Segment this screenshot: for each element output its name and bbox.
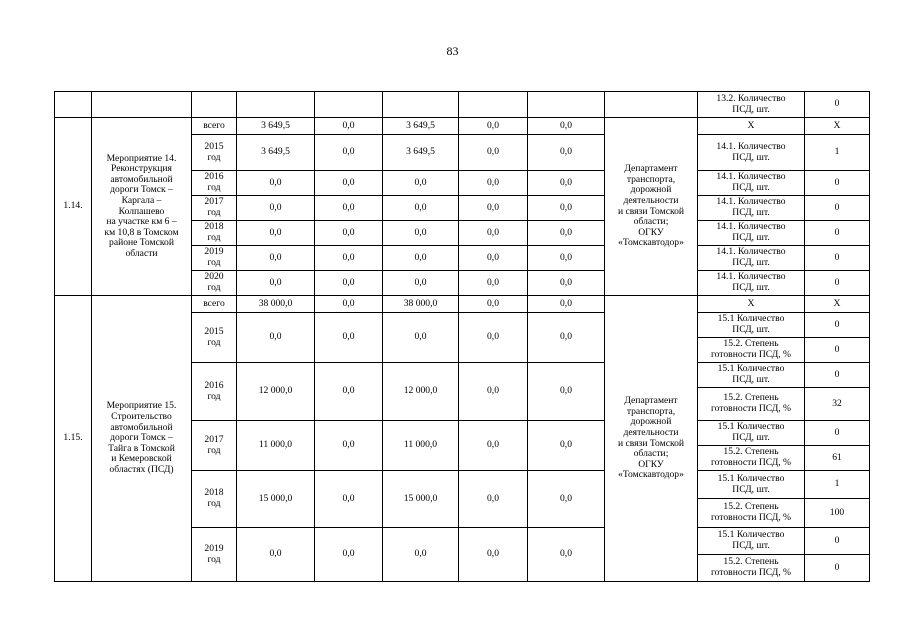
year-cell: 2019 год [192,246,237,271]
total-cell: 3 649,5 [237,135,315,171]
measure-number: 1.15. [55,296,92,582]
year-cell: 2015 год [192,135,237,171]
indicator-name: 14.1. Количество ПСД, шт. [698,135,805,171]
table-row [55,296,870,313]
value-cell: 0,0 [459,221,528,246]
cell-empty [237,92,315,118]
cell-empty [528,92,605,118]
indicator-name: 15.1 Количество ПСД, шт. [698,421,805,446]
indicator-value: 32 [805,388,870,421]
indicator-value: 0 [805,246,870,271]
table-row [55,92,870,118]
indicator-value: 0 [805,363,870,388]
indicator-name: 15.2. Степень готовности ПСД, % [698,338,805,363]
cell-empty [55,92,92,118]
value-cell: 0,0 [528,296,605,313]
total-cell: 12 000,0 [237,363,315,421]
value-cell: 0,0 [315,135,383,171]
year-cell: 2017 год [192,421,237,471]
year-cell: 2017 год [192,196,237,221]
value-cell: 12 000,0 [383,363,459,421]
indicator-value: 1 [805,135,870,171]
value-cell: 0,0 [528,363,605,421]
value-cell: 0,0 [459,171,528,196]
total-cell: 38 000,0 [237,296,315,313]
year-cell: 2016 год [192,363,237,421]
indicator-value: 100 [805,499,870,528]
indicator-name: 15.2. Степень готовности ПСД, % [698,499,805,528]
value-cell: 0,0 [383,196,459,221]
value-cell: 0,0 [528,246,605,271]
page-number: 83 [446,44,459,58]
year-cell: 2018 год [192,471,237,528]
cell-empty [459,92,528,118]
value-cell: 0,0 [383,313,459,363]
year-cell: всего [192,118,237,135]
value-cell: 0,0 [459,196,528,221]
value-cell: 0,0 [315,471,383,528]
table-row [55,118,870,135]
value-cell: 0,0 [459,135,528,171]
indicator-name: Х [698,296,805,313]
cell-empty [383,92,459,118]
cell-empty [315,92,383,118]
indicator-name: 14.1. Количество ПСД, шт. [698,221,805,246]
value-cell: 0,0 [459,471,528,528]
indicator-value: 0 [805,221,870,246]
value-cell: 0,0 [528,196,605,221]
year-cell: 2016 год [192,171,237,196]
total-cell: 0,0 [237,171,315,196]
value-cell: 0,0 [528,171,605,196]
value-cell: 0,0 [459,528,528,582]
value-cell: 0,0 [315,421,383,471]
indicator-value: 0 [805,92,870,118]
value-cell: 3 649,5 [383,135,459,171]
value-cell: 0,0 [528,528,605,582]
total-cell: 0,0 [237,528,315,582]
measure-number: 1.14. [55,118,92,296]
executor-cell: Департамент транспорта, дорожной деятельности и связи Томской области; ОГКУ «Томскавтодор» [605,118,698,296]
indicator-value: 0 [805,313,870,338]
indicator-value: 0 [805,555,870,582]
year-cell: 2019 год [192,528,237,582]
total-cell: 11 000,0 [237,421,315,471]
value-cell: 0,0 [459,421,528,471]
cell-empty [605,92,698,118]
value-cell: 0,0 [315,118,383,135]
year-cell: 2018 год [192,221,237,246]
executor-cell: Департамент транспорта, дорожной деятельности и связи Томской области; ОГКУ «Томскавтодор» [605,296,698,582]
total-cell: 0,0 [237,196,315,221]
value-cell: 0,0 [315,246,383,271]
value-cell: 0,0 [315,528,383,582]
total-cell: 3 649,5 [237,118,315,135]
value-cell: 0,0 [315,221,383,246]
value-cell: 0,0 [315,313,383,363]
indicator-value: 1 [805,471,870,499]
total-cell: 15 000,0 [237,471,315,528]
indicator-name: 15.1 Количество ПСД, шт. [698,363,805,388]
value-cell: 0,0 [315,171,383,196]
year-cell: 2015 год [192,313,237,363]
indicator-name: 15.1 Количество ПСД, шт. [698,471,805,499]
value-cell: 0,0 [528,271,605,296]
value-cell: 0,0 [459,271,528,296]
value-cell: 0,0 [383,528,459,582]
value-cell: 0,0 [528,118,605,135]
value-cell: 15 000,0 [383,471,459,528]
value-cell: 0,0 [528,421,605,471]
measure-name: Мероприятие 14. Реконструкция автомобильной дороги Томск – Каргала – Колпашево на участке км 6 – км 10,8 в Томском районе Томской области [92,118,192,296]
cell-empty [192,92,237,118]
indicator-value: Х [805,296,870,313]
value-cell: 0,0 [383,271,459,296]
value-cell: 38 000,0 [383,296,459,313]
indicator-name: 14.1. Количество ПСД, шт. [698,246,805,271]
total-cell: 0,0 [237,271,315,296]
value-cell: 0,0 [459,363,528,421]
value-cell: 0,0 [459,296,528,313]
cell-empty [92,92,192,118]
indicator-value: 0 [805,171,870,196]
year-cell: 2020 год [192,271,237,296]
value-cell: 0,0 [315,363,383,421]
indicator-name: 15.2. Степень готовности ПСД, % [698,446,805,471]
value-cell: 0,0 [528,135,605,171]
value-cell: 0,0 [383,221,459,246]
value-cell: 3 649,5 [383,118,459,135]
value-cell: 0,0 [383,171,459,196]
value-cell: 0,0 [459,246,528,271]
measure-name: Мероприятие 15. Строительство автомобильной дороги Томск – Тайга в Томской и Кемеровской областях (ПСД) [92,296,192,582]
indicator-value: 0 [805,271,870,296]
indicator-name: 13.2. Количество ПСД, шт. [698,92,805,118]
value-cell: 0,0 [383,246,459,271]
indicator-value: 0 [805,196,870,221]
indicator-value: 0 [805,528,870,555]
value-cell: 0,0 [528,221,605,246]
indicator-name: 14.1. Количество ПСД, шт. [698,271,805,296]
total-cell: 0,0 [237,313,315,363]
indicator-value: Х [805,118,870,135]
value-cell: 11 000,0 [383,421,459,471]
total-cell: 0,0 [237,221,315,246]
indicator-name: Х [698,118,805,135]
indicator-value: 0 [805,421,870,446]
indicator-value: 0 [805,338,870,363]
indicator-name: 14.1. Количество ПСД, шт. [698,196,805,221]
value-cell: 0,0 [459,313,528,363]
value-cell: 0,0 [315,271,383,296]
indicator-name: 15.1 Количество ПСД, шт. [698,313,805,338]
indicator-value: 61 [805,446,870,471]
total-cell: 0,0 [237,246,315,271]
indicator-name: 15.2. Степень готовности ПСД, % [698,388,805,421]
value-cell: 0,0 [315,196,383,221]
indicator-name: 15.1 Количество ПСД, шт. [698,528,805,555]
year-cell: всего [192,296,237,313]
indicator-name: 14.1. Количество ПСД, шт. [698,171,805,196]
value-cell: 0,0 [459,118,528,135]
program-table [54,91,870,582]
value-cell: 0,0 [528,313,605,363]
value-cell: 0,0 [528,471,605,528]
indicator-name: 15.2. Степень готовности ПСД, % [698,555,805,582]
value-cell: 0,0 [315,296,383,313]
